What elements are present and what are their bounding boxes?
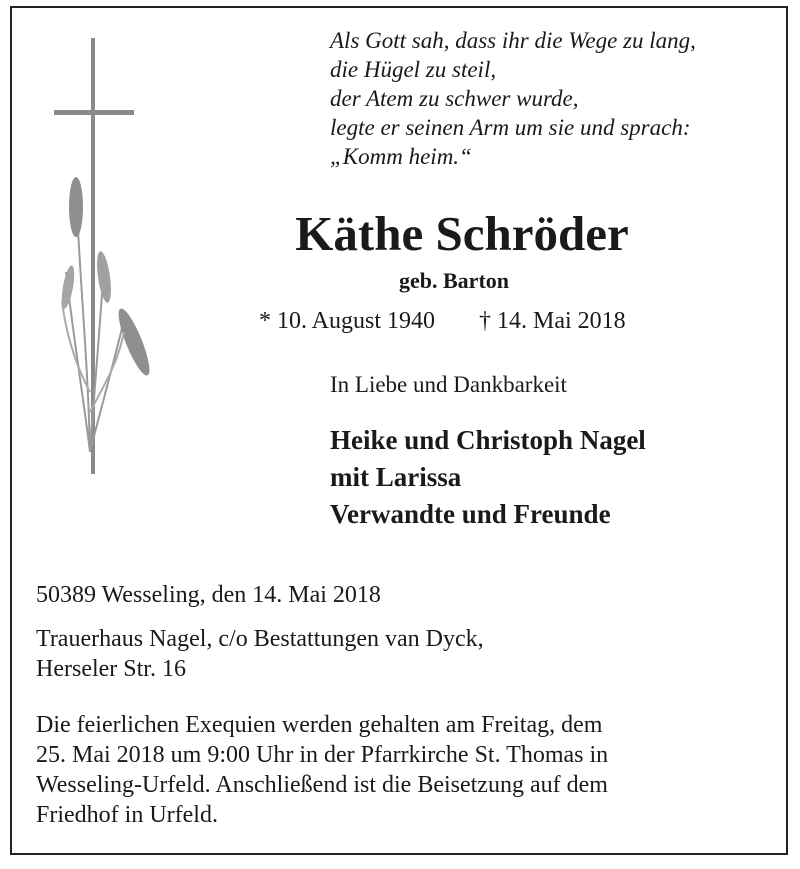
birth-date: * 10. August 1940 [259, 308, 436, 334]
ceremony-info [36, 710, 776, 830]
ceremony-line: Wesseling-Urfeld. Anschließend ist die Beisetzung auf dem [36, 772, 608, 798]
birth-name: geb. Barton [399, 268, 509, 293]
poem-line: die Hügel zu steil, [330, 57, 497, 82]
ceremony-line: 25. Mai 2018 um 9:00 Uhr in der Pfarrkirche St. Thomas in [36, 742, 609, 768]
poem-line: legte er seinen Arm um sie und sprach: [330, 115, 691, 140]
poem-line: Als Gott sah, dass ihr die Wege zu lang, [330, 28, 696, 53]
place-date: 50389 Wesseling, den 14. Mai 2018 [36, 582, 381, 608]
mourning-address [36, 624, 484, 684]
deceased-name [0, 206, 740, 262]
death-date: † 14. Mai 2018 [479, 308, 626, 334]
poem [330, 26, 770, 171]
poem-line: „Komm heim.“ [330, 144, 472, 169]
address-line: Herseler Str. 16 [36, 656, 186, 682]
mourner-line: Verwandte und Freunde [330, 499, 611, 529]
life-dates [259, 306, 626, 336]
mourner-line: mit Larissa [330, 462, 462, 492]
thanks-intro: In Liebe und Dankbarkeit [330, 372, 567, 397]
address-line: Trauerhaus Nagel, c/o Bestattungen van Dyck, [36, 626, 484, 652]
mourner-line: Heike und Christoph Nagel [330, 425, 646, 455]
mourners-list [330, 422, 646, 533]
deceased-name-text: Käthe Schröder [295, 206, 629, 261]
poem-line: der Atem zu schwer wurde, [330, 86, 579, 111]
ceremony-line: Die feierlichen Exequien werden gehalten am Freitag, dem [36, 712, 603, 738]
ceremony-line: Friedhof in Urfeld. [36, 802, 218, 828]
